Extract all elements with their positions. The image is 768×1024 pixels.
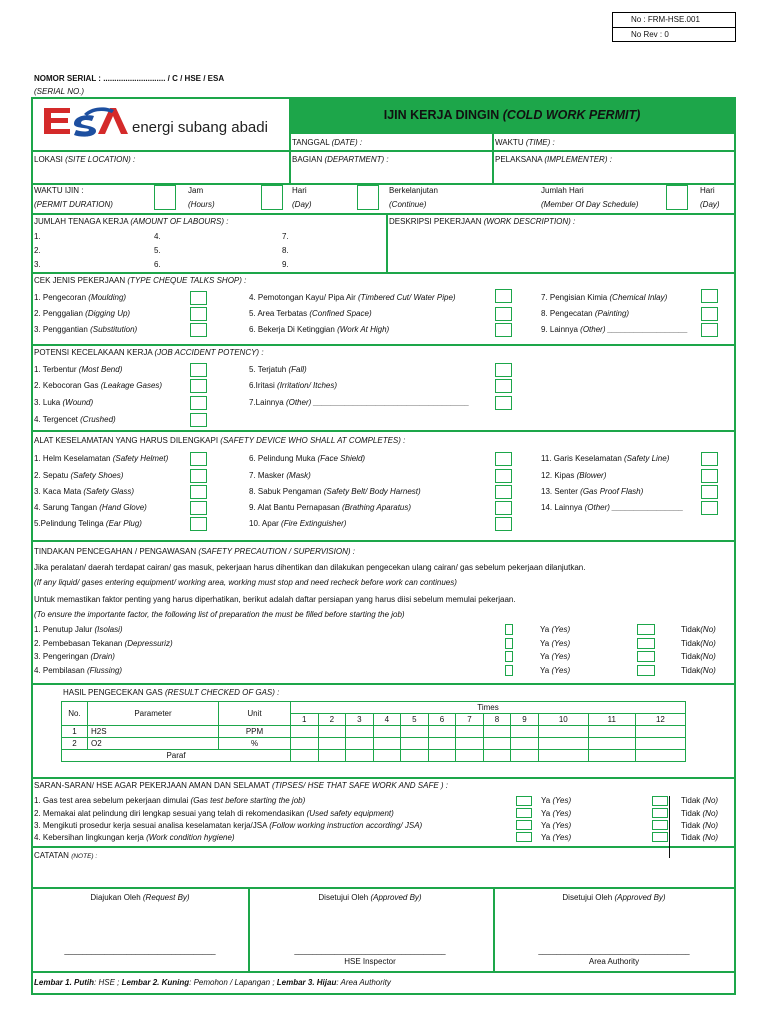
- job-checkbox[interactable]: [190, 307, 207, 321]
- tip-no-label: Tidak (No): [681, 821, 719, 830]
- labour-num-2: 2.: [34, 246, 41, 255]
- job-checkbox[interactable]: [495, 307, 512, 321]
- company-name: energi subang abadi: [132, 119, 268, 136]
- job-item: 3. Penggantian (Substitution): [34, 325, 138, 334]
- gas-header-times: Times: [291, 702, 686, 714]
- jumlah-label: Jumlah Hari: [541, 186, 584, 195]
- gas-cell[interactable]: [588, 738, 635, 750]
- signature-hse: Disetujui Oleh (Approved By) __________________________________ HSE Inspector: [290, 893, 450, 966]
- gas-cell[interactable]: [511, 726, 539, 738]
- gas-cell[interactable]: [428, 738, 456, 750]
- gas-cell[interactable]: [401, 726, 429, 738]
- lokasi-label: LOKASI (SITE LOCATION) :: [34, 155, 136, 164]
- gas-cell[interactable]: [401, 750, 429, 762]
- times-col: 2: [318, 714, 346, 726]
- doc-info-box: [612, 12, 736, 42]
- serial-sub: (SERIAL NO.): [34, 87, 85, 96]
- times-col: 1: [291, 714, 319, 726]
- tip-no-checkbox[interactable]: [652, 796, 668, 806]
- gas-cell[interactable]: [346, 726, 374, 738]
- times-col: 3: [346, 714, 374, 726]
- pelaksana-label: PELAKSANA (IMPLEMENTER) :: [495, 155, 612, 164]
- safety-checkbox[interactable]: [495, 501, 512, 515]
- labour-num-8: 8.: [282, 246, 289, 255]
- safety-item: 4. Sarung Tangan (Hand Glove): [34, 503, 147, 512]
- tip-no-checkbox[interactable]: [652, 808, 668, 818]
- prep-yes-checkbox[interactable]: [505, 665, 513, 676]
- tip-yes-label: Ya (Yes): [541, 821, 572, 830]
- signature-area: Disetujui Oleh (Approved By) __________________________________ Area Authority: [534, 893, 694, 966]
- prep-no-checkbox[interactable]: [637, 638, 655, 649]
- safety-item: 5.Pelindung Telinga (Ear Plug): [34, 519, 142, 528]
- safety-checkbox[interactable]: [495, 469, 512, 483]
- gas-row-unit: PPM: [219, 726, 291, 738]
- labour-num-6: 6.: [154, 260, 161, 269]
- safety-item: 9. Alat Bantu Pernapasan (Brathing Aparatus): [249, 503, 412, 512]
- job-item: 8. Pengecatan (Painting): [541, 309, 630, 318]
- times-col: 7: [456, 714, 484, 726]
- job-checkbox[interactable]: [701, 307, 718, 321]
- labour-num-7: 7.: [282, 232, 289, 241]
- gas-cell[interactable]: [538, 738, 588, 750]
- gas-cell[interactable]: [346, 738, 374, 750]
- times-col: 11: [588, 714, 635, 726]
- precaution-p2-en: (To ensure the importante factor, the following list of preparation the must be filled before starting the job): [34, 610, 405, 619]
- times-col: 6: [428, 714, 456, 726]
- gas-cell[interactable]: [511, 750, 539, 762]
- paraf-label: Paraf: [62, 750, 291, 762]
- doc-number: No : FRM-HSE.001: [631, 15, 700, 24]
- gas-cell[interactable]: [456, 738, 484, 750]
- gas-cell[interactable]: [456, 750, 484, 762]
- signature-role: HSE Inspector: [344, 957, 396, 966]
- hours-checkbox[interactable]: [154, 185, 176, 210]
- accident-checkbox[interactable]: [190, 379, 207, 393]
- safety-item: 14. Lainnya (Other) ________________: [541, 503, 684, 512]
- tanggal-label: TANGGAL (DATE) :: [292, 138, 363, 147]
- accident-checkbox[interactable]: [190, 363, 207, 377]
- gas-table: [61, 701, 686, 762]
- footer-note: Lembar 1. Putih: HSE ; Lembar 2. Kuning: Pemohon / Lapangan ; Lembar 3. Hijau: Area Authority: [34, 978, 391, 987]
- accident-item: 5. Terjatuh (Fall): [249, 365, 307, 374]
- labour-title: JUMLAH TENAGA KERJA (AMOUNT OF LABOURS) :: [34, 217, 229, 226]
- times-col: 12: [635, 714, 685, 726]
- accident-checkbox[interactable]: [190, 396, 207, 410]
- times-col: 9: [511, 714, 539, 726]
- labour-num-5: 5.: [154, 246, 161, 255]
- gas-title: HASIL PENGECEKAN GAS (RESULT CHECKED OF GAS) :: [63, 688, 280, 697]
- precaution-p2: Untuk memastikan faktor penting yang harus diperhatikan, berikut adalah daftar persiapan yang harus diisi sebelum memulai pekerjaan.: [34, 595, 516, 604]
- no-label: Tidak(No): [681, 666, 716, 675]
- jam-label-en: (Hours): [188, 200, 215, 209]
- tip-yes-checkbox[interactable]: [516, 820, 532, 830]
- tip-item: 1. Gas test area sebelum pekerjaan dimulai (Gas test before starting the job): [34, 796, 306, 805]
- gas-row-unit: %: [219, 738, 291, 750]
- yes-label: Ya (Yes): [540, 652, 571, 661]
- prep-yes-checkbox[interactable]: [505, 651, 513, 662]
- gas-cell[interactable]: [373, 738, 401, 750]
- times-col: 8: [483, 714, 511, 726]
- safety-checkbox[interactable]: [190, 501, 207, 515]
- job-item: 7. Pengisian Kimia (Chemical Inlay): [541, 293, 668, 302]
- hari2-label: Hari: [700, 186, 715, 195]
- signature-role: Area Authority: [588, 957, 640, 966]
- times-col: 10: [538, 714, 588, 726]
- safety-item: 11. Garis Keselamatan (Safety Line): [541, 454, 670, 463]
- labour-num-9: 9.: [282, 260, 289, 269]
- prep-no-checkbox[interactable]: [637, 651, 655, 662]
- safety-checkbox[interactable]: [701, 469, 718, 483]
- berk-label: Berkelanjutan: [389, 186, 438, 195]
- gas-cell[interactable]: [291, 726, 319, 738]
- safety-checkbox[interactable]: [495, 452, 512, 466]
- serial-number: NOMOR SERIAL : ............................ / C / HSE / ESA: [34, 74, 225, 83]
- job-item: 2. Penggalian (Digging Up): [34, 309, 131, 318]
- prep-item: 3. Pengeringan (Drain): [34, 652, 115, 661]
- gas-cell[interactable]: [456, 726, 484, 738]
- gas-cell[interactable]: [635, 726, 685, 738]
- yes-label: Ya (Yes): [540, 666, 571, 675]
- tip-yes-label: Ya (Yes): [541, 833, 572, 842]
- gas-cell[interactable]: [635, 750, 685, 762]
- tip-yes-checkbox[interactable]: [516, 796, 532, 806]
- yes-label: Ya (Yes): [540, 625, 571, 634]
- job-checkbox[interactable]: [701, 289, 718, 303]
- gas-cell[interactable]: [318, 750, 346, 762]
- table-row: [62, 750, 686, 762]
- gas-cell[interactable]: [538, 750, 588, 762]
- table-row: [62, 726, 686, 738]
- hari-label-en: (Day): [292, 200, 312, 209]
- doc-revision: No Rev : 0: [631, 30, 669, 39]
- signature-request: Diajukan Oleh (Request By) __________________________________: [60, 893, 220, 957]
- gas-header-unit: Unit: [219, 702, 291, 726]
- jam-label: Jam: [188, 186, 204, 195]
- no-label: Tidak(No): [681, 625, 716, 634]
- gas-cell[interactable]: [373, 726, 401, 738]
- prep-item: 2. Pembebasan Tekanan (Depressuriz): [34, 639, 173, 648]
- signature-line: __________________________________: [294, 946, 446, 955]
- hari2-label-en: (Day): [700, 200, 720, 209]
- gas-row-no: 1: [62, 726, 88, 738]
- safety-item: 1. Helm Keselamatan (Safety Helmet): [34, 454, 169, 463]
- prep-item: 1. Penutup Jalur (Isolasi): [34, 625, 123, 634]
- accident-checkbox[interactable]: [190, 413, 207, 427]
- accident-checkbox[interactable]: [495, 363, 512, 377]
- tip-no-label: Tidak (No): [681, 809, 719, 818]
- accident-checkbox[interactable]: [495, 396, 512, 410]
- gas-cell[interactable]: [588, 750, 635, 762]
- accident-checkbox[interactable]: [495, 379, 512, 393]
- gas-cell[interactable]: [318, 738, 346, 750]
- safety-checkbox[interactable]: [495, 517, 512, 531]
- safety-checkbox[interactable]: [495, 485, 512, 499]
- gas-cell[interactable]: [538, 726, 588, 738]
- job-type-title: CEK JENIS PEKERJAAN (TYPE CHEQUE TALKS SHOP) :: [34, 276, 247, 285]
- tips-title: SARAN-SARAN/ HSE AGAR PEKERJAAN AMAN DAN SELAMAT (TIPSES/ HSE THAT SAFE WORK AND SAFE ) :: [34, 781, 449, 790]
- gas-cell[interactable]: [401, 738, 429, 750]
- accident-item: 7.Lainnya (Other) ___________________________________: [249, 398, 470, 407]
- company-logo: [40, 104, 280, 138]
- safety-item: 10. Apar (Fire Extinguisher): [249, 519, 347, 528]
- gas-cell[interactable]: [346, 750, 374, 762]
- safety-item: 12. Kipas (Blower): [541, 471, 607, 480]
- waktu-label: WAKTU (TIME) :: [495, 138, 555, 147]
- day-checkbox[interactable]: [261, 185, 283, 210]
- gas-cell[interactable]: [635, 738, 685, 750]
- gas-cell[interactable]: [291, 738, 319, 750]
- gas-cell[interactable]: [373, 750, 401, 762]
- gas-cell[interactable]: [318, 726, 346, 738]
- gas-row-param: H2S: [88, 726, 219, 738]
- tip-item: 2. Memakai alat pelindung diri lengkap sesuai yang telah di rekomendasikan (Used safety equipment): [34, 809, 394, 818]
- tip-yes-label: Ya (Yes): [541, 809, 572, 818]
- safety-checkbox[interactable]: [190, 452, 207, 466]
- tip-item: 4. Kebersihan lingkungan kerja (Work condition hygiene): [34, 833, 235, 842]
- tip-item: 3. Mengikuti prosedur kerja sesuai analisa keselamatan kerja/JSA (Follow working instruction according/ JSA): [34, 821, 423, 830]
- times-col: 5: [401, 714, 429, 726]
- safety-checkbox[interactable]: [701, 452, 718, 466]
- accident-item: 1. Terbentur (Most Bend): [34, 365, 123, 374]
- gas-row-param: O2: [88, 738, 219, 750]
- safety-checkbox[interactable]: [190, 469, 207, 483]
- accident-item: 2. Kebocoran Gas (Leakage Gases): [34, 381, 163, 390]
- gas-header-parameter: Parameter: [88, 702, 219, 726]
- notes-label: CATATAN (NOTE) :: [34, 851, 98, 860]
- safety-item: 8. Sabuk Pengaman (Safety Belt/ Body Harnest): [249, 487, 421, 496]
- esa-logo-icon: [40, 104, 130, 138]
- safety-title: ALAT KESELAMATAN YANG HARUS DILENGKAPI (SAFETY DEVICE WHO SHALL AT COMPLETES) :: [34, 436, 406, 445]
- tip-no-checkbox[interactable]: [652, 832, 668, 842]
- safety-item: 7. Masker (Mask): [249, 471, 311, 480]
- tip-yes-checkbox[interactable]: [516, 832, 532, 842]
- no-label: Tidak(No): [681, 639, 716, 648]
- accident-item: 3. Luka (Wound): [34, 398, 94, 407]
- gas-cell[interactable]: [511, 738, 539, 750]
- gas-cell[interactable]: [588, 726, 635, 738]
- jumlah-label-en: (Member Of Day Schedule): [541, 200, 639, 209]
- tip-yes-label: Ya (Yes): [541, 796, 572, 805]
- precaution-title: TINDAKAN PENCEGAHAN / PENGAWASAN (SAFETY PRECAUTION / SUPERVISION) :: [34, 547, 355, 556]
- accident-title: POTENSI KECELAKAAN KERJA (JOB ACCIDENT POTENCY) :: [34, 348, 264, 357]
- gas-cell[interactable]: [483, 738, 511, 750]
- job-checkbox[interactable]: [495, 289, 512, 303]
- no-label: Tidak(No): [681, 652, 716, 661]
- job-item: 9. Lainnya (Other) __________________: [541, 325, 688, 334]
- accident-item: 6.Iritasi (Irritation/ Itches): [249, 381, 338, 390]
- tip-no-label: Tidak (No): [681, 796, 719, 805]
- permit-label: WAKTU IJIN :: [34, 186, 84, 195]
- safety-item: 13. Senter (Gas Proof Flash): [541, 487, 644, 496]
- yes-label: Ya (Yes): [540, 639, 571, 648]
- prep-item: 4. Pembilasan (Flussing): [34, 666, 123, 675]
- signature-line: __________________________________: [538, 946, 690, 955]
- job-item: 5. Area Terbatas (Confined Space): [249, 309, 372, 318]
- labour-num-4: 4.: [154, 232, 161, 241]
- safety-checkbox[interactable]: [190, 485, 207, 499]
- signature-line: __________________________________: [64, 946, 216, 955]
- gas-row-no: 2: [62, 738, 88, 750]
- gas-cell[interactable]: [428, 750, 456, 762]
- accident-item: 4. Tergencet (Crushed): [34, 415, 116, 424]
- permit-label-en: (PERMIT DURATION): [34, 200, 113, 209]
- job-checkbox[interactable]: [190, 291, 207, 305]
- prep-yes-checkbox[interactable]: [505, 638, 513, 649]
- safety-item: 3. Kaca Mata (Safety Glass): [34, 487, 135, 496]
- continue-checkbox[interactable]: [357, 185, 379, 210]
- gas-cell[interactable]: [291, 750, 319, 762]
- bagian-label: BAGIAN (DEPARTMENT) :: [292, 155, 389, 164]
- hari-label: Hari: [292, 186, 307, 195]
- times-col: 4: [373, 714, 401, 726]
- job-item: 4. Pemotongan Kayu/ Pipa Air (Timbered Cut/ Water Pipe): [249, 293, 456, 302]
- safety-item: 6. Pelindung Muka (Face Shield): [249, 454, 366, 463]
- tip-marker-line: [669, 796, 670, 858]
- work-desc-title: DESKRIPSI PEKERJAAN (WORK DESCRIPTION) :: [389, 217, 576, 226]
- job-item: 1. Pengecoran (Moulding): [34, 293, 127, 302]
- safety-checkbox[interactable]: [701, 501, 718, 515]
- job-checkbox[interactable]: [190, 323, 207, 337]
- prep-no-checkbox[interactable]: [637, 624, 655, 635]
- safety-checkbox[interactable]: [701, 485, 718, 499]
- labour-num-1: 1.: [34, 232, 41, 241]
- job-item: 6. Bekerja Di Ketinggian (Work At High): [249, 325, 390, 334]
- gas-cell[interactable]: [483, 750, 511, 762]
- day-count-checkbox[interactable]: [666, 185, 688, 210]
- precaution-p1: Jika peralatan/ daerah terdapat cairan/ gas masuk, pekerjaan harus dihentikan dan dilakukan pengecekan ulang cairan/ gas sebelum pekerjaan dilanjutkan.: [34, 563, 586, 572]
- table-row: [62, 738, 686, 750]
- tip-no-label: Tidak (No): [681, 833, 719, 842]
- job-checkbox[interactable]: [701, 323, 718, 337]
- title-bar: IJIN KERJA DINGIN (COLD WORK PERMIT): [290, 99, 734, 132]
- job-checkbox[interactable]: [495, 323, 512, 337]
- gas-cell[interactable]: [428, 726, 456, 738]
- gas-cell[interactable]: [483, 726, 511, 738]
- tip-yes-checkbox[interactable]: [516, 808, 532, 818]
- prep-no-checkbox[interactable]: [637, 665, 655, 676]
- safety-item: 2. Sepatu (Safety Shoes): [34, 471, 124, 480]
- precaution-p1-en: (If any liquid/ gases entering equipment/ working area, working must stop and need recheck before work can continues): [34, 578, 457, 587]
- berk-label-en: (Continue): [389, 200, 427, 209]
- form-frame: [31, 97, 736, 995]
- prep-yes-checkbox[interactable]: [505, 624, 513, 635]
- safety-checkbox[interactable]: [190, 517, 207, 531]
- labour-num-3: 3.: [34, 260, 41, 269]
- tip-no-checkbox[interactable]: [652, 820, 668, 830]
- gas-header-no: No.: [62, 702, 88, 726]
